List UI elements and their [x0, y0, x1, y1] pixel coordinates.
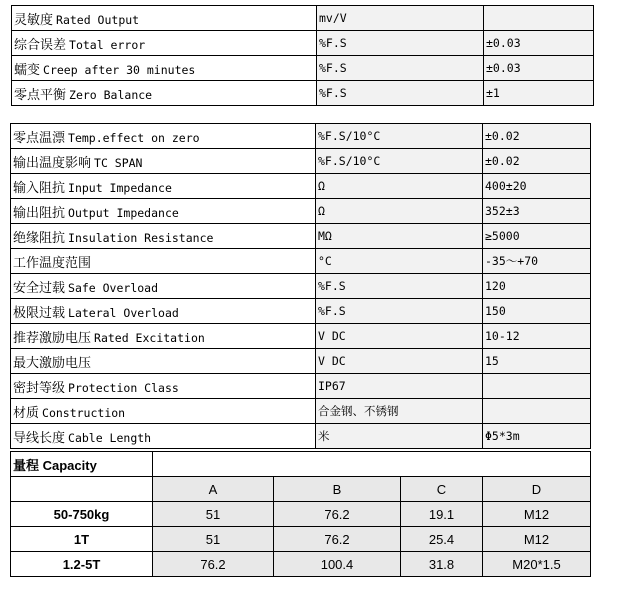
spec-row — [11, 224, 591, 249]
spec-row — [11, 299, 591, 324]
spec-label-cell — [11, 274, 316, 299]
spec-unit: %F.S — [316, 274, 483, 299]
capacity-cell-c: 19.1 — [401, 502, 483, 527]
spec-row — [11, 249, 591, 274]
spec-unit: %F.S — [317, 81, 484, 106]
spec-label-cn: 综合误差 — [14, 37, 67, 53]
capacity-row-label: 1T — [11, 527, 153, 552]
spec-label-cn: 最大激励电压 — [13, 355, 92, 371]
capacity-row — [11, 552, 591, 577]
capacity-cell-d: M12 — [483, 502, 591, 527]
spec-label-en: Protection Class — [68, 380, 179, 395]
spec-label-en: Input Impedance — [68, 180, 172, 195]
spec-label-en: Output Impedance — [68, 205, 179, 220]
spec-row — [11, 174, 591, 199]
spec-unit: mv/V — [317, 6, 484, 31]
spec-label-en: Insulation Resistance — [68, 230, 214, 245]
spec-value: ±0.02 — [483, 149, 591, 174]
spec-label-en: Safe Overload — [68, 280, 159, 295]
capacity-cell-c: 31.8 — [401, 552, 483, 577]
capacity-cell-d: M12 — [483, 527, 591, 552]
spec-value: 120 — [483, 274, 591, 299]
capacity-title: 量程 Capacity — [11, 452, 153, 477]
spec-label-cn: 材质 — [13, 405, 40, 421]
capacity-header-row — [11, 477, 591, 502]
spec-value: ±0.02 — [483, 124, 591, 149]
spec-label-cn: 极限过载 — [13, 305, 66, 321]
spec-value: -35～+70 — [483, 249, 591, 274]
capacity-cell-b: 100.4 — [274, 552, 401, 577]
spec-label-cn: 导线长度 — [13, 430, 66, 446]
spec-label-cn: 输出温度影响 — [13, 155, 92, 171]
spec-unit: °C — [316, 249, 483, 274]
capacity-row — [11, 527, 591, 552]
spec-label-cn: 推荐激励电压 — [13, 330, 92, 346]
spec-value: 400±20 — [483, 174, 591, 199]
capacity-cell-b: 76.2 — [274, 502, 401, 527]
spec-label-cn: 绝缘阻抗 — [13, 230, 66, 246]
capacity-header-d: D — [483, 477, 591, 502]
spec-label-cell — [11, 424, 316, 449]
capacity-corner — [11, 477, 153, 502]
spec-unit: %F.S — [317, 31, 484, 56]
spec-label-cn: 工作温度范围 — [13, 255, 92, 271]
spec-unit: %F.S — [316, 299, 483, 324]
spec-unit: %F.S/10°C — [316, 124, 483, 149]
spec-unit: V DC — [316, 324, 483, 349]
spec-row — [12, 81, 594, 106]
spec-row — [11, 199, 591, 224]
spec-label-en: Creep after 30 minutes — [43, 62, 196, 77]
spec-row — [11, 274, 591, 299]
spec-value: ±1 — [484, 81, 594, 106]
spec-label-cell — [11, 249, 316, 274]
spec-label-cell — [11, 224, 316, 249]
spec-row — [11, 349, 591, 374]
spec-label-cell — [11, 199, 316, 224]
capacity-cell-c: 25.4 — [401, 527, 483, 552]
spec-value: 150 — [483, 299, 591, 324]
spec-label-en: TC SPAN — [94, 155, 143, 170]
spec-row — [12, 56, 594, 81]
spec-value — [483, 399, 591, 424]
capacity-header-c: C — [401, 477, 483, 502]
capacity-header-b: B — [274, 477, 401, 502]
spec-label-cell — [11, 124, 316, 149]
capacity-cell-b: 76.2 — [274, 527, 401, 552]
spec-unit: %F.S/10°C — [316, 149, 483, 174]
capacity-title-row — [11, 452, 591, 477]
spec-unit: Ω — [316, 174, 483, 199]
spec-label-cell — [11, 299, 316, 324]
spec-label-en: Rated Excitation — [94, 330, 205, 345]
capacity-header-a: A — [153, 477, 274, 502]
spec-table-main — [10, 123, 591, 449]
capacity-row — [11, 502, 591, 527]
spec-unit: V DC — [316, 349, 483, 374]
capacity-cell-a: 76.2 — [153, 552, 274, 577]
spec-value: 15 — [483, 349, 591, 374]
spec-label-cell — [11, 399, 316, 424]
spec-unit: %F.S — [317, 56, 484, 81]
capacity-cell-a: 51 — [153, 527, 274, 552]
spec-label-en: Zero Balance — [69, 87, 153, 102]
spec-label-cn: 灵敏度 — [14, 12, 54, 28]
spec-label-cell — [11, 349, 316, 374]
spec-label-cn: 密封等级 — [13, 380, 66, 396]
spec-value: ≥5000 — [483, 224, 591, 249]
spec-label-en: Lateral Overload — [68, 305, 179, 320]
spec-label-en: Total error — [69, 37, 146, 52]
spec-row — [11, 324, 591, 349]
spec-row — [12, 6, 594, 31]
spec-label-cn: 零点温漂 — [13, 130, 66, 146]
spec-unit: MΩ — [316, 224, 483, 249]
spec-label-en: Cable Length — [68, 430, 152, 445]
spec-value: 10-12 — [483, 324, 591, 349]
spec-label-cn: 蠕变 — [14, 62, 41, 78]
spec-table-top — [11, 5, 594, 106]
spec-row — [11, 149, 591, 174]
spec-value: 352±3 — [483, 199, 591, 224]
spec-label-cell — [12, 31, 317, 56]
spec-label-cn: 零点平衡 — [14, 87, 67, 103]
capacity-row-label: 1.2-5T — [11, 552, 153, 577]
spec-label-cn: 安全过载 — [13, 280, 66, 296]
spec-label-cell — [12, 56, 317, 81]
spec-value: Φ5*3m — [483, 424, 591, 449]
spec-row — [11, 399, 591, 424]
spec-label-cell — [11, 324, 316, 349]
spec-value — [483, 374, 591, 399]
spec-unit: Ω — [316, 199, 483, 224]
spec-label-cell — [11, 174, 316, 199]
spec-label-en: Construction — [42, 405, 126, 420]
spec-label-cell — [11, 149, 316, 174]
spec-unit: 米 — [316, 424, 483, 449]
spec-unit: 合金钢、不锈钢 — [316, 399, 483, 424]
spec-label-en: Rated Output — [56, 12, 140, 27]
capacity-cell-d: M20*1.5 — [483, 552, 591, 577]
spec-label-cn: 输出阻抗 — [13, 205, 66, 221]
capacity-title-blank — [153, 452, 591, 477]
spec-label-cell — [12, 6, 317, 31]
capacity-row-label: 50-750kg — [11, 502, 153, 527]
spec-row — [11, 124, 591, 149]
spec-value — [484, 6, 594, 31]
spec-value: ±0.03 — [484, 31, 594, 56]
capacity-table — [10, 451, 591, 577]
spec-row — [12, 31, 594, 56]
capacity-cell-a: 51 — [153, 502, 274, 527]
spec-label-cell — [11, 374, 316, 399]
spec-unit: IP67 — [316, 374, 483, 399]
spec-row — [11, 424, 591, 449]
spec-label-cell — [12, 81, 317, 106]
spec-label-en: Temp.effect on zero — [68, 130, 200, 145]
spec-label-cn: 输入阻抗 — [13, 180, 66, 196]
spec-row — [11, 374, 591, 399]
spec-value: ±0.03 — [484, 56, 594, 81]
